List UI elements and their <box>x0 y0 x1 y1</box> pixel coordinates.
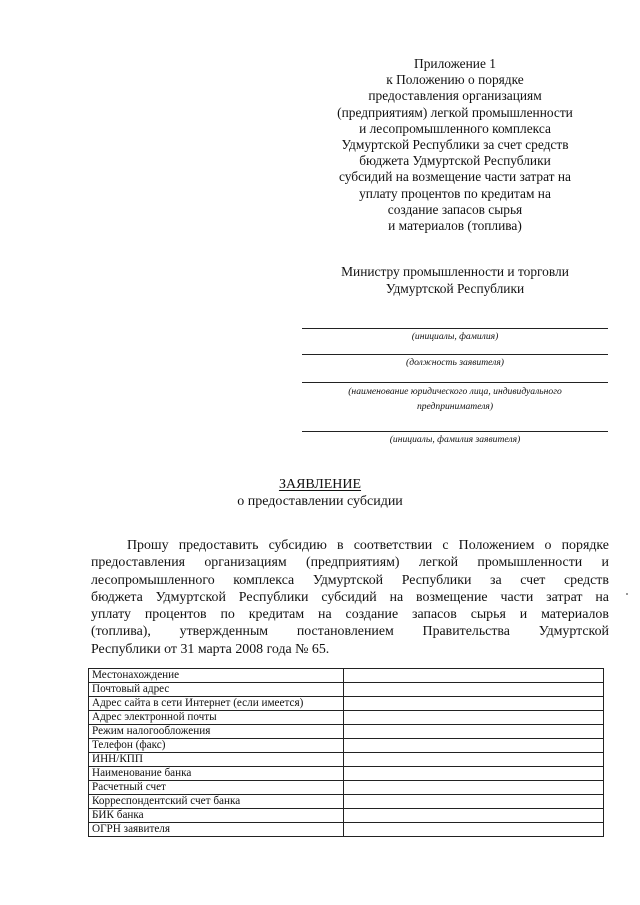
field-label: Наименование банка <box>89 767 344 781</box>
table-row <box>89 739 604 753</box>
field-value[interactable] <box>344 683 604 697</box>
field-label: Адрес электронной почты <box>89 711 344 725</box>
paragraph-word: и <box>519 607 528 623</box>
applicant-details-table <box>88 668 604 837</box>
field-label: ИНН/КПП <box>89 753 344 767</box>
appendix-line: предоставления организациям <box>368 88 542 104</box>
appendix-line: и материалов (топлива) <box>388 218 522 234</box>
table-row <box>89 753 604 767</box>
field-value[interactable] <box>344 795 604 809</box>
paragraph-word: в <box>337 538 344 553</box>
appendix-line: бюджета Удмуртской Республики <box>359 153 551 169</box>
field-label: Телефон (факс) <box>89 739 344 753</box>
appendix-line: Удмуртской Республики за счет средств <box>341 137 569 153</box>
field-label: Адрес сайта в сети Интернет (если имеется) <box>89 697 344 711</box>
initials-caption: (инициалы, фамилия) <box>411 331 499 342</box>
paragraph-word: соответствии <box>353 538 433 553</box>
initials-line <box>302 328 608 329</box>
applicant-line <box>302 431 608 432</box>
paragraph-word: материалов <box>541 607 609 623</box>
paragraph-word: создание <box>345 607 399 623</box>
paragraph-word: (предприятиям) <box>305 555 400 571</box>
field-value[interactable] <box>344 781 604 795</box>
paragraph-word: комплекса <box>233 572 295 588</box>
paragraph-word: утвержденным <box>179 624 269 640</box>
field-value[interactable] <box>344 669 604 683</box>
table-row <box>89 683 604 697</box>
table-row <box>89 669 604 683</box>
appendix-line: создание запасов сырья <box>387 201 523 217</box>
field-value[interactable] <box>344 711 604 725</box>
table-row <box>89 767 604 781</box>
paragraph-word: процентов <box>144 607 207 623</box>
field-label: БИК банка <box>89 809 344 823</box>
paragraph-line <box>91 589 609 606</box>
paragraph-word: (топлива), <box>91 624 151 640</box>
addressee <box>300 263 610 297</box>
paragraph-word: средств <box>563 572 609 588</box>
appendix-header <box>300 56 610 234</box>
paragraph-word: лесопромышленного <box>91 572 215 588</box>
appendix-line: уплату процентов по кредитам на <box>359 185 551 201</box>
paragraph-word: на <box>389 589 404 605</box>
field-value[interactable] <box>344 767 604 781</box>
field-label: Почтовый адрес <box>89 683 344 697</box>
paragraph-word: затрат <box>546 589 583 605</box>
paragraph-word: счет <box>520 572 546 588</box>
field-value[interactable] <box>344 809 604 823</box>
paragraph-word: Удмуртской <box>312 572 384 588</box>
table-row <box>89 781 604 795</box>
paragraph-word: субсидий <box>321 589 377 605</box>
paragraph-word: по <box>220 607 235 623</box>
position-line <box>302 354 608 355</box>
table-row <box>89 809 604 823</box>
field-label: Расчетный счет <box>89 781 344 795</box>
paragraph-line <box>91 554 609 571</box>
paragraph-word: предоставить <box>178 538 259 553</box>
appendix-line: к Положению о порядке <box>386 72 524 88</box>
request-paragraph <box>91 537 609 658</box>
paragraph-word: предоставления <box>91 555 186 571</box>
paragraph-word: Республики <box>401 572 472 588</box>
paragraph-word: части <box>500 589 534 605</box>
paragraph-word: Республики от 31 марта 2008 года № 65. <box>91 641 330 657</box>
addressee-line: Министру промышленности и торговли <box>341 264 569 279</box>
paragraph-word: промышленности <box>477 555 583 571</box>
paragraph-word: на <box>318 607 332 623</box>
entity-caption-cont: предпринимателя) <box>416 401 494 412</box>
table-row <box>89 823 604 837</box>
scan-artifact <box>626 593 628 595</box>
paragraph-word: Положением <box>458 538 535 553</box>
paragraph-word: Удмуртской <box>538 624 609 640</box>
paragraph-word: запасов <box>412 607 457 623</box>
paragraph-word: сырья <box>470 607 506 623</box>
table-row <box>89 795 604 809</box>
addressee-line: Удмуртской Республики <box>385 281 525 296</box>
field-label: Режим налогообложения <box>89 725 344 739</box>
document-title <box>0 476 640 510</box>
paragraph-word: и <box>601 555 609 571</box>
paragraph-line <box>91 606 609 623</box>
field-label: ОГРН заявителя <box>89 823 344 837</box>
paragraph-word: Республики <box>238 589 309 605</box>
entity-line <box>302 382 608 383</box>
title-sub: о предоставлении субсидии <box>237 494 403 509</box>
table-row <box>89 725 604 739</box>
field-label: Корреспондентский счет банка <box>89 795 344 809</box>
position-caption: (должность заявителя) <box>406 357 504 368</box>
paragraph-word: уплату <box>91 607 131 623</box>
field-value[interactable] <box>344 725 604 739</box>
paragraph-line <box>91 537 609 554</box>
paragraph-line <box>91 641 609 658</box>
paragraph-word: организациям <box>204 555 287 571</box>
paragraph-word: Правительства <box>422 624 510 640</box>
paragraph-word: порядке <box>561 538 609 553</box>
table-row <box>89 697 604 711</box>
field-value[interactable] <box>344 753 604 767</box>
paragraph-word: бюджета <box>91 589 143 605</box>
entity-caption: (наименование юридического лица, индивидуального <box>348 386 562 397</box>
appendix-line: субсидий на возмещение части затрат на <box>339 169 571 185</box>
paragraph-line <box>91 572 609 589</box>
paragraph-word: о <box>544 538 552 553</box>
paragraph-word: легкой <box>418 555 459 571</box>
appendix-line: Приложение 1 <box>414 56 496 71</box>
title-main: ЗАЯВЛЕНИЕ <box>278 477 362 492</box>
table-row <box>89 711 604 725</box>
applicant-caption: (инициалы, фамилия заявителя) <box>389 434 521 445</box>
paragraph-word: постановлением <box>296 624 394 640</box>
appendix-line: (предприятиям) легкой промышленности <box>337 104 573 120</box>
paragraph-word: возмещение <box>416 589 488 605</box>
paragraph-line <box>91 623 609 640</box>
paragraph-word: Удмуртской <box>155 589 226 605</box>
appendix-line: и лесопромышленного комплекса <box>359 120 551 136</box>
field-value[interactable] <box>344 739 604 753</box>
paragraph-word: кредитам <box>248 607 305 623</box>
field-value[interactable] <box>344 697 604 711</box>
field-value[interactable] <box>344 823 604 837</box>
paragraph-word: на <box>595 589 609 605</box>
paragraph-word: с <box>442 538 449 553</box>
paragraph-word: субсидию <box>268 538 327 553</box>
paragraph-word: Прошу <box>127 538 169 553</box>
paragraph-word: за <box>490 572 502 588</box>
field-label: Местонахождение <box>89 669 344 683</box>
